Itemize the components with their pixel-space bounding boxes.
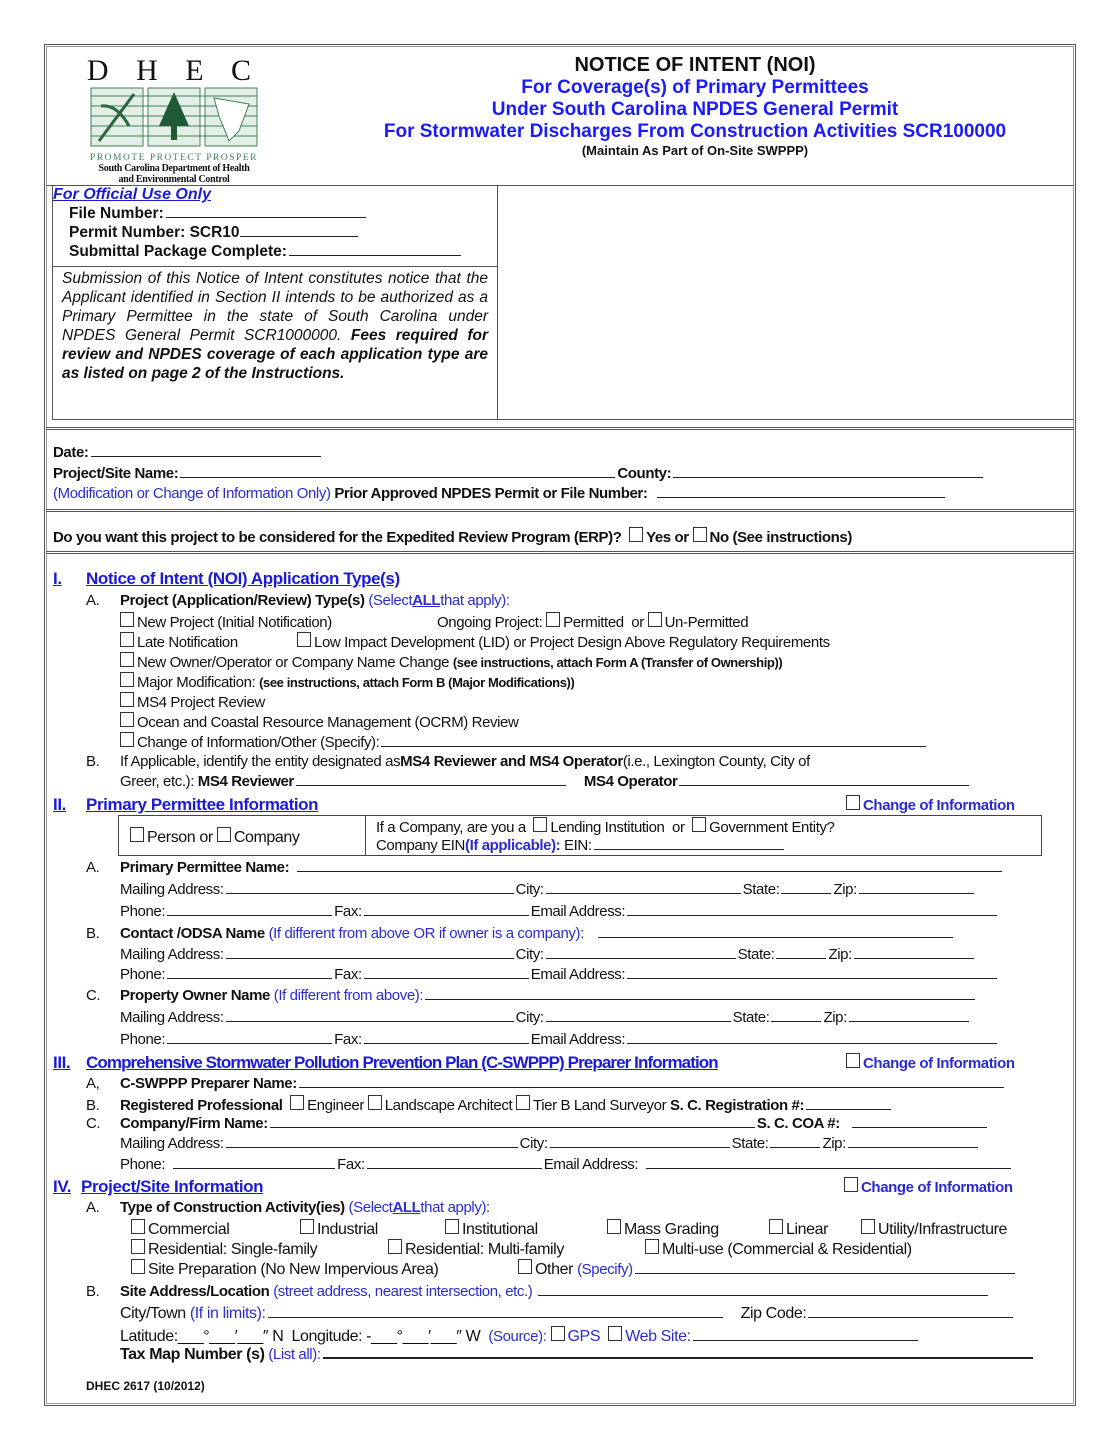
site-address-note: (street address, nearest intersection, etc.) xyxy=(273,1283,533,1300)
fees-text: Fees required for review and NPDES coverage of each application type are as listed on page 2 of the Instructions. xyxy=(62,327,488,382)
person-checkbox[interactable] xyxy=(130,827,144,842)
engineer-label: Engineer xyxy=(307,1097,364,1114)
zip-label: Zip: xyxy=(822,1135,846,1152)
phone-label: Phone: xyxy=(120,1031,166,1048)
gps-checkbox[interactable] xyxy=(551,1326,565,1341)
contact-phone-field[interactable] xyxy=(167,967,332,979)
preparer-phone-field[interactable] xyxy=(173,1157,335,1169)
item-letter: A. xyxy=(86,1199,100,1216)
major-modification-label: Major Modification: xyxy=(137,674,256,691)
item-letter: B. xyxy=(86,1097,100,1114)
mass-grading-label: Mass Grading xyxy=(624,1221,719,1238)
zip-label: Zip: xyxy=(833,881,857,898)
linear-checkbox[interactable] xyxy=(769,1219,783,1234)
company-name-field[interactable] xyxy=(270,1116,755,1128)
select-all: ALL xyxy=(392,1199,421,1216)
major-modification-checkbox[interactable] xyxy=(120,672,134,687)
owner-email-field[interactable] xyxy=(627,1032,997,1044)
tax-map-field[interactable] xyxy=(323,1347,1033,1359)
divider xyxy=(46,509,1074,512)
erp-no-label: No (See instructions) xyxy=(709,529,852,546)
preparer-name-label: C-SWPPP Preparer Name: xyxy=(120,1075,297,1092)
gps-label: GPS xyxy=(567,1328,601,1345)
registration-label: S. C. Registration #: xyxy=(669,1097,805,1114)
official-right-bottom xyxy=(497,419,1074,420)
website-field[interactable] xyxy=(693,1329,918,1341)
or-text: or xyxy=(672,819,685,836)
logo-letters: D H E C xyxy=(86,54,262,87)
mailing-label: Mailing Address: xyxy=(120,881,224,898)
multi-use-label: Multi-use (Commercial & Residential) xyxy=(662,1241,912,1258)
latitude-field[interactable]: ___°___′___″ N xyxy=(177,1328,284,1345)
ms4-instruction-bold: MS4 Reviewer and MS4 Operator xyxy=(400,753,623,770)
company-label: Company xyxy=(233,829,300,846)
city-label: City: xyxy=(515,1009,544,1026)
permittee-phone-field[interactable] xyxy=(167,904,332,916)
website-label: Web Site: xyxy=(625,1328,691,1345)
ocrm-label: Ocean and Coastal Resource Management (OCRM) Review xyxy=(137,714,519,731)
section-2-title: Primary Permittee Information xyxy=(86,795,319,814)
project-name-field[interactable] xyxy=(180,466,615,478)
major-modification-note: (see instructions, attach Form B (Major Modifications)) xyxy=(259,675,575,690)
form-subtitle-2: Under South Carolina NPDES General Permit xyxy=(491,99,899,120)
permit-number-label: Permit Number: SCR10 xyxy=(69,224,240,241)
file-number-label: File Number: xyxy=(69,205,164,222)
surveyor-checkbox[interactable] xyxy=(516,1095,530,1110)
ms4-review-checkbox[interactable] xyxy=(120,692,134,707)
city-town-label: City/Town xyxy=(120,1305,186,1322)
select-note-end: that apply): xyxy=(420,1199,490,1216)
state-label: State: xyxy=(731,1135,769,1152)
coa-field[interactable] xyxy=(852,1116,987,1128)
county-field[interactable] xyxy=(673,466,983,478)
owner-phone-field[interactable] xyxy=(167,1032,332,1044)
contact-fax-field[interactable] xyxy=(364,967,529,979)
select-note-end: that apply): xyxy=(440,592,510,609)
person-label: Person or xyxy=(147,829,213,846)
form-id: DHEC 2617 (10/2012) xyxy=(86,1379,205,1393)
contact-name-label: Contact /ODSA Name xyxy=(120,925,265,942)
engineer-checkbox[interactable] xyxy=(290,1095,304,1110)
late-notification-label: Late Notification xyxy=(137,634,238,651)
ms4-instruction: If Applicable, identify the entity designated as xyxy=(120,753,401,770)
permitted-checkbox[interactable] xyxy=(546,612,560,627)
or-text: or xyxy=(674,529,689,546)
new-project-label: New Project (Initial Notification) xyxy=(137,614,332,631)
tax-map-note: (List all): xyxy=(268,1346,321,1363)
contact-name-field[interactable] xyxy=(598,926,953,938)
preparer-zip-field[interactable] xyxy=(848,1136,978,1148)
section-3-number: III. xyxy=(53,1053,71,1072)
new-owner-note: (see instructions, attach Form A (Transfer of Ownership)) xyxy=(452,655,783,670)
item-letter: B. xyxy=(86,753,100,770)
permit-number-field[interactable] xyxy=(240,225,358,237)
unpermitted-label: Un-Permitted xyxy=(664,614,749,631)
site-address-label: Site Address/Location xyxy=(120,1283,270,1300)
preparer-city-field[interactable] xyxy=(550,1136,730,1148)
company-checkbox[interactable] xyxy=(217,827,231,842)
email-label: Email Address: xyxy=(530,1031,626,1048)
contact-state-field[interactable] xyxy=(776,947,826,959)
section-4-title: Project/Site Information xyxy=(81,1177,264,1196)
section-1-number: I. xyxy=(53,569,62,588)
form-title: NOTICE OF INTENT (NOI) xyxy=(574,54,816,76)
late-notification-checkbox[interactable] xyxy=(120,632,134,647)
select-all: ALL xyxy=(412,592,441,609)
project-type-label: Project (Application/Review) Type(s) xyxy=(120,592,365,609)
longitude-field[interactable]: ___°___′___″ W xyxy=(371,1328,481,1345)
permittee-city-field[interactable] xyxy=(546,882,741,894)
ein-note: (If applicable): xyxy=(464,837,561,854)
lid-checkbox[interactable] xyxy=(297,632,311,647)
new-project-checkbox[interactable] xyxy=(120,612,134,627)
utility-label: Utility/Infrastructure xyxy=(878,1221,1008,1238)
contact-city-field[interactable] xyxy=(546,947,736,959)
date-field[interactable] xyxy=(91,445,321,457)
official-use-heading: For Official Use Only xyxy=(53,186,211,203)
divider xyxy=(46,551,1074,554)
notice-text: Submission of this Notice of Intent constitutes notice that the Applicant identified in Section II intends to be authorized as a Primary Permittee in the state of South Carolina under NPDES General Permit SCR1000000. xyxy=(62,270,488,344)
owner-zip-field[interactable] xyxy=(849,1010,969,1022)
ein-field[interactable] xyxy=(594,838,784,850)
permittee-mailing-field[interactable] xyxy=(226,882,514,894)
item-letter: A. xyxy=(86,859,100,876)
city-label: City: xyxy=(515,946,544,963)
logo-motto: PROMOTE PROTECT PROSPER xyxy=(90,153,258,163)
logo-org-2: and Environmental Control xyxy=(118,174,230,185)
coa-label: S. C. COA #: xyxy=(756,1115,840,1132)
item-letter: A. xyxy=(86,592,100,609)
owner-city-field[interactable] xyxy=(546,1010,731,1022)
unpermitted-checkbox[interactable] xyxy=(648,612,662,627)
s3-change-checkbox[interactable] xyxy=(846,1053,860,1068)
city-label: City: xyxy=(519,1135,548,1152)
state-label: State: xyxy=(737,946,775,963)
fax-label: Fax: xyxy=(334,903,362,920)
or-text: or xyxy=(631,614,644,631)
owner-name-note: (If different from above): xyxy=(273,987,424,1004)
government-label: Government Entity? xyxy=(709,819,835,836)
s3-change-label: Change of Information xyxy=(863,1055,1015,1072)
permittee-name-label: Primary Permittee Name: xyxy=(120,859,290,876)
other-label: Other xyxy=(535,1261,574,1278)
source-label: (Source): xyxy=(488,1328,547,1345)
institutional-checkbox[interactable] xyxy=(445,1219,459,1234)
mailing-label: Mailing Address: xyxy=(120,1009,224,1026)
permittee-name-field[interactable] xyxy=(297,860,1002,872)
project-name-label: Project/Site Name: xyxy=(53,465,179,482)
zip-label: Zip: xyxy=(823,1009,847,1026)
erp-no-checkbox[interactable] xyxy=(693,527,707,542)
item-letter: B. xyxy=(86,1283,100,1300)
city-label: City: xyxy=(515,881,544,898)
item-letter: C. xyxy=(86,1115,101,1132)
permittee-email-field[interactable] xyxy=(627,904,997,916)
new-owner-label: New Owner/Operator or Company Name Change xyxy=(137,654,450,671)
ms4-reviewer-field[interactable] xyxy=(296,774,566,786)
permittee-fax-field[interactable] xyxy=(364,904,529,916)
preparer-state-field[interactable] xyxy=(770,1136,820,1148)
divider xyxy=(46,427,1074,430)
phone-label: Phone: xyxy=(120,966,166,983)
utility-checkbox[interactable] xyxy=(861,1219,875,1234)
phone-label: Phone: xyxy=(120,1156,166,1173)
city-town-note: (If in limits): xyxy=(189,1305,266,1322)
linear-label: Linear xyxy=(786,1221,829,1238)
phone-label: Phone: xyxy=(120,903,166,920)
select-note: (Select xyxy=(348,1199,393,1216)
new-owner-checkbox[interactable] xyxy=(120,652,134,667)
logo-org: South Carolina Department of Health xyxy=(98,163,250,174)
owner-name-label: Property Owner Name xyxy=(120,987,270,1004)
change-info-checkbox[interactable] xyxy=(120,732,134,747)
company-name-label: Company/Firm Name: xyxy=(120,1115,268,1132)
file-number-field[interactable] xyxy=(166,206,366,218)
contact-mailing-field[interactable] xyxy=(226,947,514,959)
s4-change-checkbox[interactable] xyxy=(844,1177,858,1192)
s2-change-checkbox[interactable] xyxy=(846,795,860,810)
entity-box-divider xyxy=(365,815,366,856)
permittee-zip-field[interactable] xyxy=(859,882,974,894)
site-prep-label: Site Preparation (No New Impervious Area) xyxy=(148,1261,439,1278)
site-prep-checkbox[interactable] xyxy=(131,1259,145,1274)
fax-label: Fax: xyxy=(334,1031,362,1048)
official-right-divider xyxy=(497,185,498,420)
mass-grading-checkbox[interactable] xyxy=(607,1219,621,1234)
dhec-logo xyxy=(86,54,262,185)
registration-field[interactable] xyxy=(806,1098,891,1110)
contact-email-field[interactable] xyxy=(627,967,997,979)
section-3-title: Comprehensive Stormwater Pollution Prevention Plan (C-SWPPP) Preparer Information xyxy=(86,1053,718,1072)
prior-permit-field[interactable] xyxy=(657,486,945,498)
landscape-label: Landscape Architect xyxy=(384,1097,513,1114)
state-label: State: xyxy=(732,1009,770,1026)
zip-code-label: Zip Code: xyxy=(740,1305,807,1322)
logo-emblem-icon xyxy=(89,86,259,148)
preparer-mailing-field[interactable] xyxy=(226,1136,518,1148)
section-1-title: Notice of Intent (NOI) Application Type(s) xyxy=(86,569,400,588)
fax-label: Fax: xyxy=(337,1156,365,1173)
state-label: State: xyxy=(742,881,780,898)
s4-change-label: Change of Information xyxy=(861,1179,1013,1196)
owner-state-field[interactable] xyxy=(771,1010,821,1022)
residential-multi-checkbox[interactable] xyxy=(388,1239,402,1254)
ms4-instruction-line2: Greer, etc.): xyxy=(120,773,194,790)
multi-use-checkbox[interactable] xyxy=(645,1239,659,1254)
preparer-name-field[interactable] xyxy=(299,1076,1004,1088)
commercial-checkbox[interactable] xyxy=(131,1219,145,1234)
preparer-fax-field[interactable] xyxy=(367,1157,542,1169)
modification-note: (Modification or Change of Information Only) xyxy=(53,485,331,502)
if-company-text: If a Company, are you a xyxy=(376,819,526,836)
tax-map-label: Tax Map Number (s) xyxy=(120,1346,265,1363)
owner-fax-field[interactable] xyxy=(364,1032,529,1044)
item-letter: B. xyxy=(86,925,100,942)
lending-label: Lending Institution xyxy=(550,819,665,836)
section-2-number: II. xyxy=(53,795,66,814)
erp-question: Do you want this project to be considered for the Expedited Review Program (ERP)? xyxy=(53,529,622,546)
item-letter: A, xyxy=(86,1075,100,1092)
ms4-operator-label: MS4 Operator xyxy=(583,773,678,790)
form-subtitle-1: For Coverage(s) of Primary Permittees xyxy=(521,77,869,98)
longitude-label: Longitude: - xyxy=(291,1328,372,1345)
erp-yes-checkbox[interactable] xyxy=(629,527,643,542)
fax-label: Fax: xyxy=(334,966,362,983)
construction-type-label: Type of Construction Activity(ies) xyxy=(120,1199,345,1216)
website-checkbox[interactable] xyxy=(608,1326,622,1341)
mailing-label: Mailing Address: xyxy=(120,1135,224,1152)
contact-name-note: (If different from above OR if owner is a company): xyxy=(268,925,584,942)
residential-single-label: Residential: Single-family xyxy=(148,1241,318,1258)
s2-change-label: Change of Information xyxy=(863,797,1015,814)
city-town-field[interactable] xyxy=(268,1306,723,1318)
site-address-field[interactable] xyxy=(538,1284,988,1296)
email-label: Email Address: xyxy=(530,966,626,983)
industrial-label: Industrial xyxy=(317,1221,378,1238)
erp-yes-label: Yes xyxy=(646,529,671,546)
ms4-instruction-end: (i.e., Lexington County, City of xyxy=(622,753,810,770)
official-notice xyxy=(62,269,488,383)
permittee-state-field[interactable] xyxy=(781,882,831,894)
change-info-label: Change of Information/Other (Specify): xyxy=(137,734,380,751)
ms4-review-label: MS4 Project Review xyxy=(137,694,265,711)
section-4-number: IV. xyxy=(53,1177,72,1196)
residential-single-checkbox[interactable] xyxy=(131,1239,145,1254)
county-label: County: xyxy=(617,465,672,482)
date-label: Date: xyxy=(53,444,89,461)
contact-zip-field[interactable] xyxy=(854,947,974,959)
prior-permit-label: Prior Approved NPDES Permit or File Number: xyxy=(334,485,648,502)
specify-note: (Specify) xyxy=(577,1261,633,1278)
surveyor-label: Tier B Land Surveyor xyxy=(533,1097,667,1114)
official-inner-divider xyxy=(52,266,498,267)
permitted-label: Permitted xyxy=(563,614,624,631)
email-label: Email Address: xyxy=(543,1156,639,1173)
change-info-field[interactable] xyxy=(381,735,926,747)
item-letter: C. xyxy=(86,987,101,1004)
ongoing-label: Ongoing Project: xyxy=(437,614,543,631)
other-checkbox[interactable] xyxy=(518,1259,532,1274)
ms4-operator-field[interactable] xyxy=(679,774,969,786)
ein-label: Company EIN xyxy=(376,837,465,854)
owner-name-field[interactable] xyxy=(425,988,975,1000)
registered-professional-label: Registered Professional xyxy=(120,1097,283,1114)
submittal-label: Submittal Package Complete: xyxy=(69,243,287,260)
government-checkbox[interactable] xyxy=(692,817,706,832)
form-subtitle-3: For Stormwater Discharges From Construction Activities SCR100000 xyxy=(383,121,1007,142)
form-header xyxy=(350,54,1040,158)
form-note: (Maintain As Part of On-Site SWPPP) xyxy=(581,143,809,158)
landscape-checkbox[interactable] xyxy=(368,1095,382,1110)
zip-code-field[interactable] xyxy=(808,1306,1013,1318)
industrial-checkbox[interactable] xyxy=(300,1219,314,1234)
select-note: (Select xyxy=(368,592,413,609)
commercial-label: Commercial xyxy=(148,1221,230,1238)
mailing-label: Mailing Address: xyxy=(120,946,224,963)
submittal-field[interactable] xyxy=(289,244,461,256)
other-field[interactable] xyxy=(635,1262,1015,1274)
preparer-email-field[interactable] xyxy=(646,1157,1011,1169)
lid-label: Low Impact Development (LID) or Project Design Above Regulatory Requirements xyxy=(314,634,830,651)
email-label: Email Address: xyxy=(530,903,626,920)
owner-mailing-field[interactable] xyxy=(226,1010,514,1022)
institutional-label: Institutional xyxy=(462,1221,538,1238)
lending-checkbox[interactable] xyxy=(533,817,547,832)
residential-multi-label: Residential: Multi-family xyxy=(405,1241,564,1258)
latitude-label: Latitude: xyxy=(120,1328,178,1345)
zip-label: Zip: xyxy=(828,946,852,963)
ocrm-checkbox[interactable] xyxy=(120,712,134,727)
ms4-reviewer-label: MS4 Reviewer xyxy=(197,773,294,790)
ein-label-2: EIN: xyxy=(564,837,592,854)
